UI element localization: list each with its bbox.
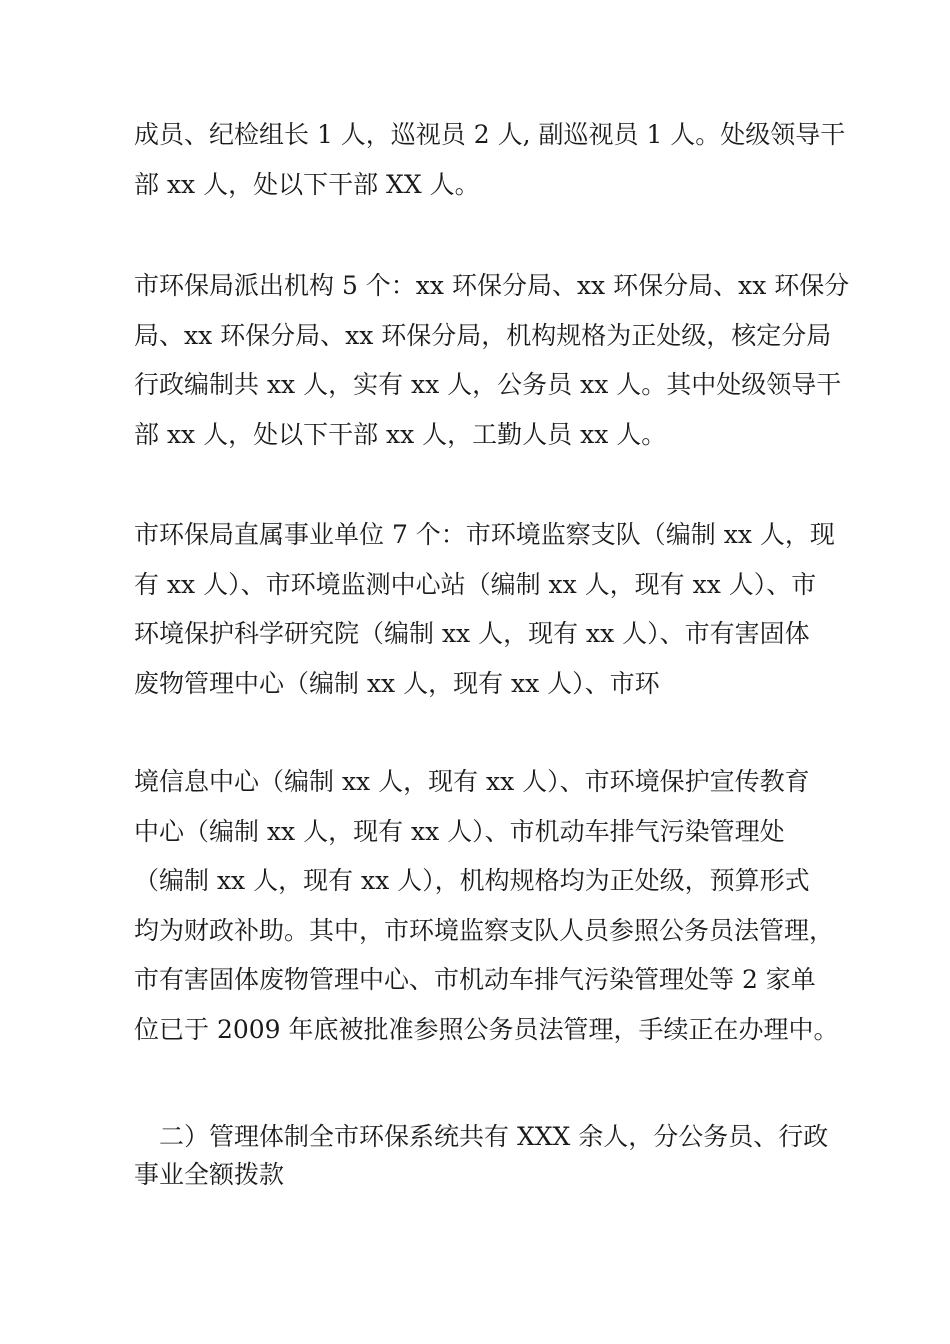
text-line: 中心（编制 xx 人，现有 xx 人）、市机动车排气污染管理处 [134,816,785,846]
text-line: 市有害固体废物管理中心、市机动车排气污染管理处等 2 家单 [134,965,816,994]
section-management-system [134,1118,834,1194]
text-line: 行政编制共 xx 人，实有 xx 人，公务员 xx 人。其中处级领导干 [134,370,842,399]
text-line: 市环保局派出机构 5 个：xx 环保分局、xx 环保分局、xx 环保分 [134,271,850,300]
text-line: 局、xx 环保分局、xx 环保分局，机构规格为正处级，核定分局 [134,320,832,350]
text-line: 境信息中心（编制 xx 人，现有 xx 人）、市环境保护宣传教育 [134,767,810,796]
paragraph-affiliated-units [134,510,834,708]
text-line: （编制 xx 人，现有 xx 人），机构规格均为正处级，预算形式 [134,866,810,895]
text-line: 市环保局直属事业单位 7 个：市环境监察支队（编制 xx 人，现 [134,520,835,549]
text-line: 事业全额拨款 [134,1160,285,1189]
text-line: 位已于 2009 年底被批准参照公务员法管理，手续正在办理中。 [134,1014,839,1044]
paragraph-staff-summary [134,110,846,209]
text-line: 有 xx 人）、市环境监测中心站（编制 xx 人，现有 xx 人）、市 [134,569,817,599]
text-line: 环境保护科学研究院（编制 xx 人，现有 xx 人）、市有害固体 [134,619,810,648]
text-line: 二）管理体制全市环保系统共有 XXX 余人，分公务员、行政 [134,1122,829,1151]
text-line: 部 xx 人，处以下干部 XX 人。 [134,169,480,199]
paragraph-affiliated-units-continued [134,757,839,1054]
text-line: 均为财政补助。其中，市环境监察支队人员参照公务员法管理， [134,915,835,945]
paragraph-branch-offices [134,261,850,459]
text-line: 成员、纪检组长 1 人，巡视员 2 人, 副巡视员 1 人。处级领导干 [134,120,846,149]
text-line: 部 xx 人，处以下干部 xx 人，工勤人员 xx 人。 [134,419,667,449]
text-line: 废物管理中心（编制 xx 人，现有 xx 人）、市环 [134,668,660,698]
